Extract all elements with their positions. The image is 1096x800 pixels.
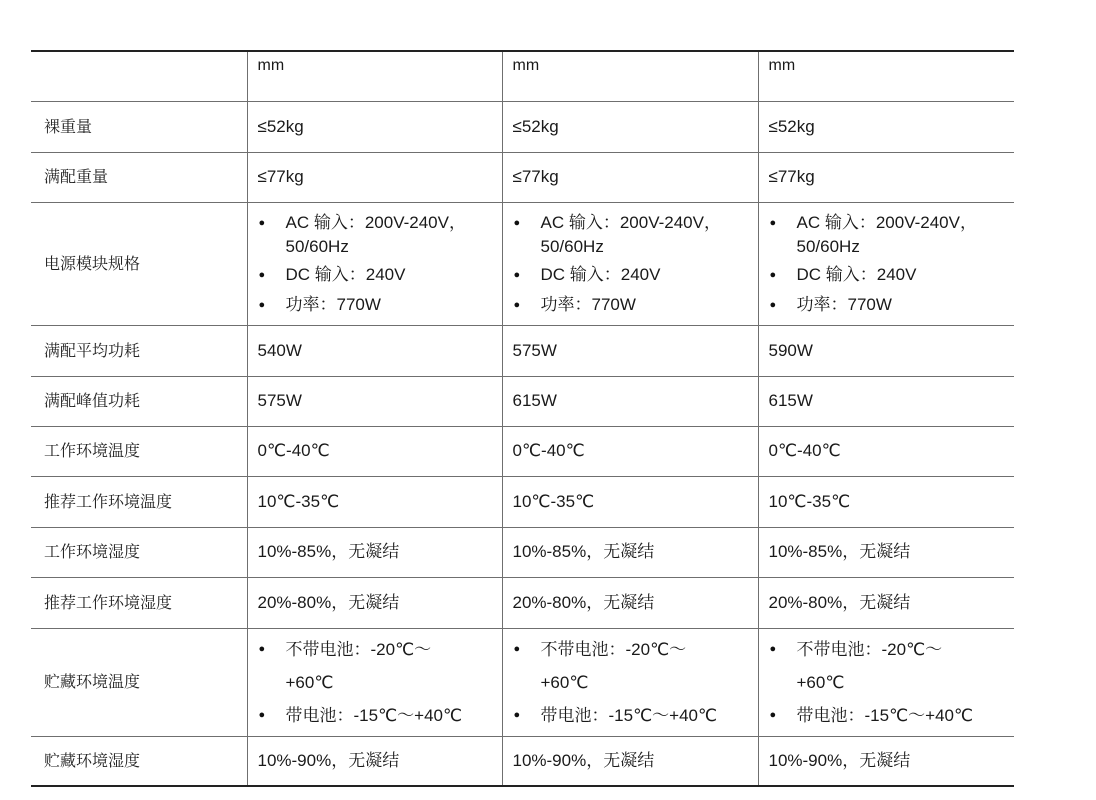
list-item: ● AC 输入：200V-240V， 50/60Hz: [513, 211, 748, 259]
row-label: 电源模块规格: [31, 202, 247, 325]
list-item: ● 带电池：-15℃～+40℃: [769, 699, 1005, 732]
table-cell: [502, 628, 758, 736]
spec-table: [31, 50, 1014, 787]
bullet-list: [258, 211, 492, 317]
list-item-continuation: +60℃: [796, 672, 845, 692]
list-item: ● 功率：770W: [513, 293, 748, 317]
table-cell: [502, 202, 758, 325]
list-item: ● AC 输入：200V-240V， 50/60Hz: [258, 211, 492, 259]
list-item: ● 不带电池：-20℃～: [769, 633, 1005, 666]
bullet-list: [769, 211, 1005, 317]
row-label: 工作环境湿度: [31, 527, 247, 577]
table-cell: 10%-85%，无凝结: [247, 527, 502, 577]
bullet-list: [513, 633, 748, 732]
header-cell-unit: mm: [758, 51, 1014, 101]
table-cell: 10℃-35℃: [502, 476, 758, 527]
list-item-continuation: +60℃: [285, 672, 334, 692]
table-cell: ≤52kg: [758, 101, 1014, 152]
table-row: [31, 202, 1014, 325]
table-cell: 575W: [502, 325, 758, 376]
table-row: [31, 527, 1014, 577]
table-cell: 575W: [247, 376, 502, 426]
bullet-list: [513, 211, 748, 317]
table-cell: 0℃-40℃: [758, 426, 1014, 476]
table-cell: [247, 202, 502, 325]
row-label: 裸重量: [31, 101, 247, 152]
table-row: [31, 152, 1014, 202]
row-label: 贮藏环境温度: [31, 628, 247, 736]
row-label: 满配峰值功耗: [31, 376, 247, 426]
table-cell: 10%-85%，无凝结: [758, 527, 1014, 577]
table-row: [31, 628, 1014, 736]
table-cell: 0℃-40℃: [247, 426, 502, 476]
table-cell: [758, 202, 1014, 325]
row-label: 工作环境温度: [31, 426, 247, 476]
list-item: ● DC 输入：240V: [258, 263, 492, 287]
list-item: ● 功率：770W: [769, 293, 1005, 317]
table-row: [31, 736, 1014, 786]
row-label: 贮藏环境湿度: [31, 736, 247, 786]
row-label: 推荐工作环境温度: [31, 476, 247, 527]
list-item: ● 带电池：-15℃～+40℃: [258, 699, 492, 732]
table-header-row: [31, 51, 1014, 101]
table-cell: 0℃-40℃: [502, 426, 758, 476]
table-cell: 10%-90%，无凝结: [247, 736, 502, 786]
list-item-continuation: +60℃: [540, 672, 589, 692]
table-cell: 10%-90%，无凝结: [502, 736, 758, 786]
table-cell: 10℃-35℃: [247, 476, 502, 527]
header-cell-label: [31, 51, 247, 101]
table-row: [31, 476, 1014, 527]
table-cell: 20%-80%，无凝结: [502, 577, 758, 628]
list-item: ● 不带电池：-20℃～: [513, 633, 748, 666]
table-cell: ≤52kg: [502, 101, 758, 152]
table-row: [31, 577, 1014, 628]
table-cell: [247, 628, 502, 736]
table-cell: ≤77kg: [502, 152, 758, 202]
table-cell: 20%-80%，无凝结: [758, 577, 1014, 628]
header-cell-unit: mm: [247, 51, 502, 101]
list-item: ● 带电池：-15℃～+40℃: [513, 699, 748, 732]
bullet-list: [258, 633, 492, 732]
table-cell: 20%-80%，无凝结: [247, 577, 502, 628]
table-cell: 10%-85%，无凝结: [502, 527, 758, 577]
row-label: 满配平均功耗: [31, 325, 247, 376]
table-cell: 10%-90%，无凝结: [758, 736, 1014, 786]
header-cell-unit: mm: [502, 51, 758, 101]
bullet-list: [769, 633, 1005, 732]
table-row: [31, 101, 1014, 152]
list-item: ● 功率：770W: [258, 293, 492, 317]
table-cell: ≤77kg: [758, 152, 1014, 202]
table-cell: 590W: [758, 325, 1014, 376]
table-cell: 540W: [247, 325, 502, 376]
table-row: [31, 376, 1014, 426]
table-row: [31, 325, 1014, 376]
table-cell: ≤77kg: [247, 152, 502, 202]
list-item: ● 不带电池：-20℃～: [258, 633, 492, 666]
table-cell: 10℃-35℃: [758, 476, 1014, 527]
table-cell: ≤52kg: [247, 101, 502, 152]
row-label: 推荐工作环境湿度: [31, 577, 247, 628]
list-item: ● AC 输入：200V-240V， 50/60Hz: [769, 211, 1005, 259]
table-cell: 615W: [758, 376, 1014, 426]
row-label: 满配重量: [31, 152, 247, 202]
table-cell: [758, 628, 1014, 736]
table-row: [31, 426, 1014, 476]
table-cell: 615W: [502, 376, 758, 426]
list-item: ● DC 输入：240V: [513, 263, 748, 287]
list-item: ● DC 输入：240V: [769, 263, 1005, 287]
